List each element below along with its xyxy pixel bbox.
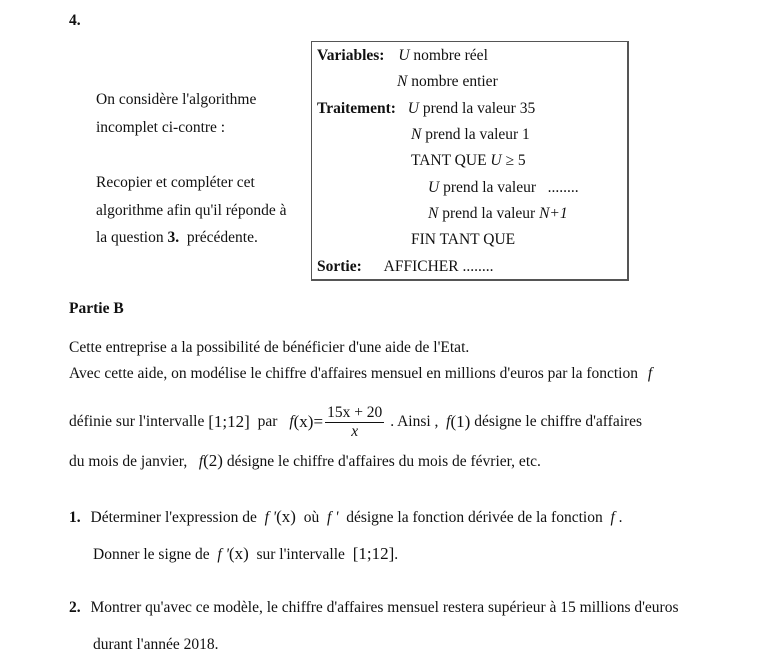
interval: [1;12] <box>208 412 250 431</box>
question-1-line-1 <box>69 507 623 527</box>
f-prime-arg-2: (x) <box>228 544 249 563</box>
step2-var: N <box>411 126 422 143</box>
var-n: N <box>397 73 408 90</box>
instruction-line-1: Recopier et compléter cet <box>96 174 255 191</box>
q1-text: Déterminer l'expression de <box>90 509 265 526</box>
function-f: f <box>647 365 653 382</box>
var-u: U <box>398 47 410 64</box>
f1-arg: (1) <box>450 412 471 431</box>
q1-l2-end: . <box>394 546 399 563</box>
question-1-line-2 <box>93 544 398 564</box>
q2-text: Montrer qu'avec ce modèle, le chiffre d'affaires mensuel restera supérieur à 15 millions d'euros <box>90 599 679 616</box>
algo-while-line <box>411 152 526 170</box>
instruction-line-3 <box>96 229 258 247</box>
fx-arg: (x)= <box>293 412 324 431</box>
algo-sortie-line <box>317 258 493 276</box>
p3-post: désigne le chiffre d'affaires <box>470 413 643 430</box>
p4-text: du mois de janvier, <box>69 453 195 470</box>
sortie-label: Sortie: <box>317 258 362 275</box>
p4-post: désigne le chiffre d'affaires du mois de février, etc. <box>222 453 541 470</box>
p3-ainsi: . Ainsi , <box>386 413 447 430</box>
question-2-number: 2. <box>69 599 81 616</box>
instruction-line-2: algorithme afin qu'il réponde à <box>96 202 287 219</box>
f2-name: f <box>198 453 204 470</box>
fraction <box>325 404 384 441</box>
q1-mid: où <box>295 509 327 526</box>
algo-var-n-line <box>397 73 498 91</box>
fraction-denominator: x <box>351 422 359 440</box>
step2-text: prend la valeur 1 <box>421 126 530 143</box>
algo-end-while: FIN TANT QUE <box>411 231 516 248</box>
var-u-type: nombre réel <box>409 47 488 64</box>
instruction-text: la question <box>96 229 168 246</box>
loop2-var: N <box>428 205 439 222</box>
q1-l2-text: Donner le signe de <box>93 546 218 563</box>
algo-loop-line-2 <box>428 205 568 223</box>
step1-var: U <box>407 100 419 117</box>
while-condition: ≥ 5 <box>501 152 526 169</box>
paragraph-1: Cette entreprise a la possibilité de bénéficier d'une aide de l'Etat. <box>69 339 470 356</box>
while-var: U <box>490 152 502 169</box>
question-2-line-2: durant l'année 2018. <box>93 636 219 653</box>
q1-f: f <box>610 509 615 526</box>
algo-step2-line <box>411 126 530 144</box>
paragraph-3 <box>69 402 642 442</box>
p3-par: par <box>253 413 282 430</box>
paragraph-2-text: Avec cette aide, on modélise le chiffre d'affaires mensuel en millions d'euros par la fonction <box>69 365 638 382</box>
algo-loop-line-1 <box>428 179 579 197</box>
algo-traitement-line <box>317 100 535 118</box>
question-1-number: 1. <box>69 509 81 526</box>
instruction-text-end: précédente. <box>179 229 258 246</box>
q1-end: . <box>614 509 623 526</box>
while-keyword: TANT QUE <box>411 152 491 169</box>
f-prime-2: f ' <box>326 509 339 526</box>
loop2-expression: N+1 <box>539 205 568 222</box>
paragraph-2 <box>69 365 652 383</box>
f-prime-3: f ' <box>217 546 229 563</box>
q1-l2-mid: sur l'intervalle <box>248 546 353 563</box>
q1-interval: [1;12] <box>352 544 395 563</box>
fx-name: f <box>289 413 294 430</box>
f-prime-arg: (x) <box>276 507 296 526</box>
loop1-text: prend la valeur ........ <box>439 179 579 196</box>
p3-text: définie sur l'intervalle <box>69 413 209 430</box>
fraction-numerator: 15x + 20 <box>327 403 383 421</box>
question-ref: 3. <box>167 229 180 246</box>
question-2-line-1 <box>69 599 678 617</box>
f-prime: f ' <box>264 509 277 526</box>
intro-line-2: incomplet ci-contre : <box>96 119 226 136</box>
f2-arg: (2) <box>203 451 223 470</box>
var-n-type: nombre entier <box>407 73 498 90</box>
section-title: Partie B <box>69 300 124 317</box>
loop2-text: prend la valeur <box>438 205 540 222</box>
variables-label: Variables: <box>317 47 385 64</box>
step1-text: prend la valeur 35 <box>418 100 536 117</box>
sortie-text: AFFICHER ........ <box>383 258 494 275</box>
question-number: 4. <box>69 12 81 29</box>
q1-post: désigne la fonction dérivée de la fonction <box>338 509 611 526</box>
paragraph-4 <box>69 451 541 471</box>
algo-variables-line <box>317 47 488 65</box>
traitement-label: Traitement: <box>317 100 396 117</box>
intro-line-1: On considère l'algorithme <box>96 91 257 108</box>
loop1-var: U <box>428 179 440 196</box>
f1-name: f <box>446 413 451 430</box>
